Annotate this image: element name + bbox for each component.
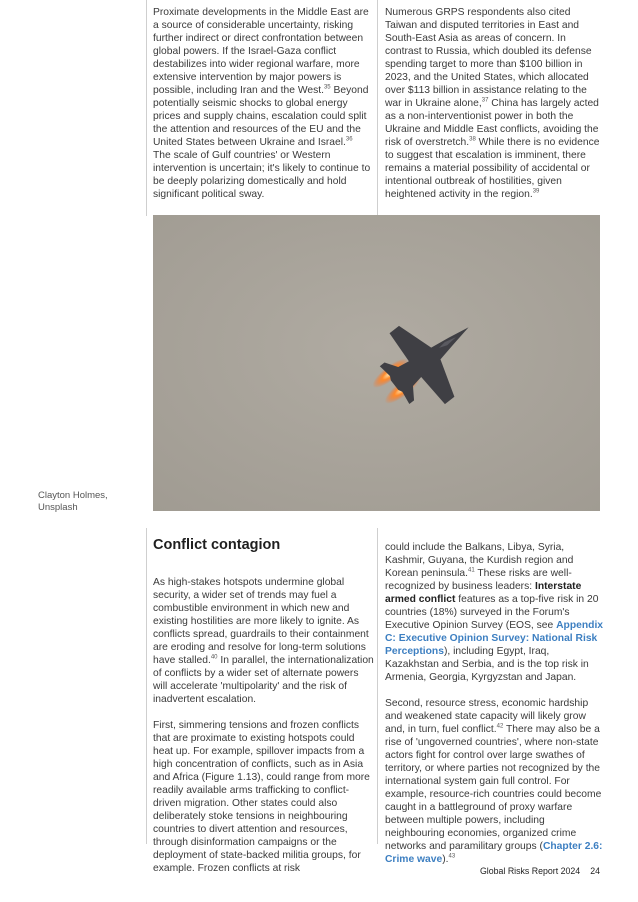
top-right-column (385, 6, 603, 201)
paragraph: Proximate developments in the Middle East are a source of considerable uncertainty, risking further indirect or direct confrontation between global powers. If the Israel-Gaza conflict destabilizes into wider regional warfare, more extensive intervention by major powers is possible, including Iran and the West.$^{35}$ Beyond potentially seismic shocks to global energy prices and supply chains, escalation could split the attention and resources of the EU and the United States between Ukraine and Israel.$^{36}$ The scale of Gulf countries' or Western intervention is uncertain; it's likely to continue to be deeply polarizing domestically and hold significant political sway. (153, 7, 371, 200)
bottom-right-column (385, 541, 605, 866)
footnote-ref[interactable]: 35 (323, 84, 331, 91)
footnote-ref[interactable]: 38 (469, 136, 476, 143)
section-heading: Conflict contagion (153, 537, 281, 553)
footnote-ref[interactable]: 36 (345, 136, 353, 143)
paragraph: Numerous GRPS respondents also cited Taiwan and disputed territories in East and South-East Asia as areas of concern. In contrast to Russia, which doubled its defense spending target to more than $100 billion in 2023, and the United States, which allocated over $113 billion in assistance relating to the war in Ukraine alone,$^{37}$ China has largely acted as a non-interventionist power in both the Ukraine and Middle East conflicts, avoiding the risk of overstretch.$^{38}$ While there is no evidence to suggest that escalation is imminent, there remains a material possibility of accidental or intentional outbreak of hostilities, given heightened activity in the region.$^{39}$ (385, 7, 600, 200)
page-footer (480, 866, 600, 876)
footnote-ref[interactable]: 43 (448, 853, 456, 860)
paragraph: As high-stakes hotspots undermine global security, a wider set of trends may fuel a combustible environment in which new and existing hostilities are more likely to ignite. As conflicts spread, guardrails to their containment are eroding and resolve for long-term solutions have stalled.$^{40}$ In parallel, the internationalization of conflicts by a wider set of alternate powers will accelerate 'multipolarity' and the risk of inadvertent escalation. (153, 577, 374, 705)
footnote-ref[interactable]: 41 (468, 567, 475, 574)
sky-background (153, 215, 600, 511)
photo-caption: Clayton Holmes, Unsplash (38, 490, 108, 513)
column-divider-top-left (146, 0, 147, 216)
footnote-ref[interactable]: 39 (532, 188, 540, 195)
paragraph: First, simmering tensions and frozen conflicts that are proximate to existing hotspots could heat up. For example, spillover impacts from a high concentration of conflicts, such as in Asia and Africa (Figure 1.13), could range from more readily available arms trafficking to conflict-driven migration. Other states could also deliberately stoke tensions in neighbouring countries to divert attention and resources, through disinformation campaigns or the deployment of state-backed militia groups, for example. Frozen conflicts at risk (153, 720, 370, 874)
paragraph: Second, resource stress, economic hardship and weakened state capacity will likely grow and, in turn, fuel conflict.$^{42}$ There may also be a rise of 'ungoverned countries', where non-state actors fight for control over large swathes of territory, or where parties not recognized by the international system gain full control. For example, resource-rich countries could become caught in a battleground of proxy warfare between multiple powers, including neighbouring economies, organized crime networks and paramilitary groups (Chapter 2.6: Crime wave).$^{43}$ (385, 698, 603, 865)
bold-term: Interstate armed conflict (385, 581, 582, 605)
column-divider-bottom-left (146, 528, 147, 844)
appendix-link[interactable]: Appendix C: Executive Opinion Survey: National Risk Perceptions (385, 620, 604, 657)
column-divider-bottom-right (377, 528, 378, 844)
footnote-ref[interactable]: 42 (496, 723, 504, 730)
footnote-ref[interactable]: 37 (481, 97, 489, 104)
footnote-ref[interactable]: 40 (210, 654, 218, 661)
fighter-jet-photo (153, 215, 600, 511)
page-number: 24 (590, 866, 600, 876)
bottom-left-column (153, 576, 375, 875)
chapter-link[interactable]: Chapter 2.6: Crime wave (385, 841, 603, 865)
paragraph: could include the Balkans, Libya, Syria, Kashmir, Guyana, the Kurdish region and Korean peninsula.$^{41}$ These risks are well-recognized by business leaders: Interstate armed conflict features as a top-five risk in 20 countries (18%) surveyed in the Forum's Executive Opinion Survey (EOS, see Appendix C: Executive Opinion Survey: National Risk Perceptions), including Egypt, Iraq, Kazakhstan and Serbia, and is the top risk in Armenia, Georgia, Kyrgyzstan and Japan. (385, 542, 604, 683)
top-left-column (153, 6, 371, 201)
column-divider-top-right (377, 0, 378, 216)
report-title: Global Risks Report 2024 (479, 866, 581, 876)
